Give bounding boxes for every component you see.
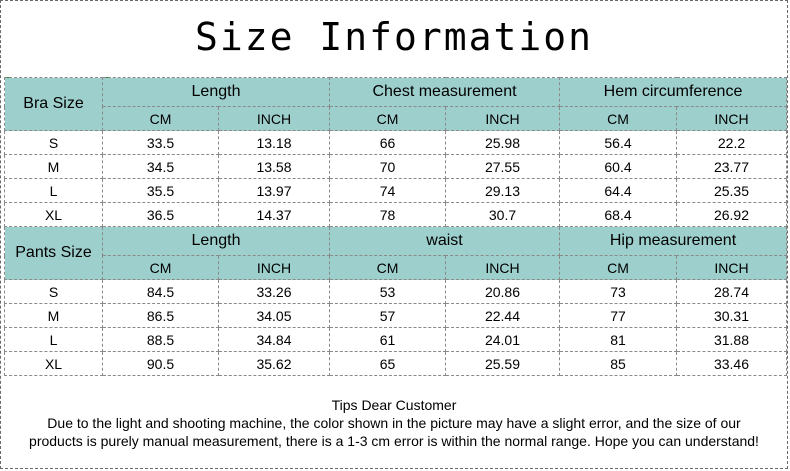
size-cell: M bbox=[5, 304, 103, 328]
unit-header: INCH bbox=[677, 107, 787, 131]
size-table bbox=[4, 77, 787, 376]
table-row bbox=[5, 280, 787, 304]
bra-group-header: Hem circumference bbox=[560, 78, 787, 107]
value-cell: 22.44 bbox=[446, 304, 560, 328]
unit-header: INCH bbox=[219, 256, 330, 280]
unit-header: CM bbox=[330, 256, 446, 280]
unit-header: INCH bbox=[219, 107, 330, 131]
unit-header: INCH bbox=[677, 256, 787, 280]
value-cell: 73 bbox=[560, 280, 677, 304]
value-cell: 36.5 bbox=[103, 203, 219, 227]
value-cell: 34.84 bbox=[219, 328, 330, 352]
table-row bbox=[5, 203, 787, 227]
value-cell: 64.4 bbox=[560, 179, 677, 203]
tips-line: products is purely manual measurement, there is a 1-3 cm error is within the normal range. Hope you can understand! bbox=[29, 433, 759, 449]
page-title: Size Information bbox=[194, 15, 594, 59]
table-row bbox=[5, 304, 787, 328]
unit-header: CM bbox=[103, 107, 219, 131]
size-cell: XL bbox=[5, 203, 103, 227]
value-cell: 35.5 bbox=[103, 179, 219, 203]
value-cell: 13.58 bbox=[219, 155, 330, 179]
value-cell: 81 bbox=[560, 328, 677, 352]
tips-block bbox=[1, 396, 787, 450]
unit-header: INCH bbox=[446, 256, 560, 280]
pants-size-header: Pants Size bbox=[5, 227, 103, 280]
value-cell: 77 bbox=[560, 304, 677, 328]
value-cell: 27.55 bbox=[446, 155, 560, 179]
value-cell: 25.35 bbox=[677, 179, 787, 203]
value-cell: 14.37 bbox=[219, 203, 330, 227]
value-cell: 29.13 bbox=[446, 179, 560, 203]
value-cell: 61 bbox=[330, 328, 446, 352]
unit-header: CM bbox=[560, 256, 677, 280]
bra-group-header: Chest measurement bbox=[330, 78, 560, 107]
size-cell: M bbox=[5, 155, 103, 179]
size-cell: L bbox=[5, 328, 103, 352]
value-cell: 74 bbox=[330, 179, 446, 203]
value-cell: 34.5 bbox=[103, 155, 219, 179]
value-cell: 86.5 bbox=[103, 304, 219, 328]
value-cell: 31.88 bbox=[677, 328, 787, 352]
value-cell: 66 bbox=[330, 131, 446, 155]
value-cell: 23.77 bbox=[677, 155, 787, 179]
value-cell: 35.62 bbox=[219, 352, 330, 376]
unit-header: CM bbox=[103, 256, 219, 280]
value-cell: 56.4 bbox=[560, 131, 677, 155]
value-cell: 90.5 bbox=[103, 352, 219, 376]
unit-header: CM bbox=[560, 107, 677, 131]
value-cell: 28.74 bbox=[677, 280, 787, 304]
value-cell: 65 bbox=[330, 352, 446, 376]
pants-group-header: Hip measurement bbox=[560, 227, 787, 256]
value-cell: 57 bbox=[330, 304, 446, 328]
value-cell: 78 bbox=[330, 203, 446, 227]
table-row bbox=[5, 155, 787, 179]
value-cell: 53 bbox=[330, 280, 446, 304]
table-row bbox=[5, 131, 787, 155]
tips-heading: Tips Dear Customer bbox=[331, 397, 457, 413]
value-cell: 70 bbox=[330, 155, 446, 179]
value-cell: 22.2 bbox=[677, 131, 787, 155]
bra-group-header: Length bbox=[103, 78, 330, 107]
size-cell: S bbox=[5, 280, 103, 304]
value-cell: 30.31 bbox=[677, 304, 787, 328]
value-cell: 25.59 bbox=[446, 352, 560, 376]
unit-header: CM bbox=[330, 107, 446, 131]
table-row bbox=[5, 328, 787, 352]
bra-size-header: Bra Size bbox=[5, 78, 103, 131]
value-cell: 68.4 bbox=[560, 203, 677, 227]
table-row bbox=[5, 179, 787, 203]
value-cell: 33.5 bbox=[103, 131, 219, 155]
value-cell: 30.7 bbox=[446, 203, 560, 227]
pants-group-header: waist bbox=[330, 227, 560, 256]
size-cell: L bbox=[5, 179, 103, 203]
size-cell: S bbox=[5, 131, 103, 155]
value-cell: 85 bbox=[560, 352, 677, 376]
value-cell: 60.4 bbox=[560, 155, 677, 179]
pants-group-header: Length bbox=[103, 227, 330, 256]
value-cell: 25.98 bbox=[446, 131, 560, 155]
value-cell: 88.5 bbox=[103, 328, 219, 352]
value-cell: 26.92 bbox=[677, 203, 787, 227]
value-cell: 20.86 bbox=[446, 280, 560, 304]
tips-line: Due to the light and shooting machine, the color shown in the picture may have a slight error, and the size of our bbox=[47, 415, 741, 431]
value-cell: 84.5 bbox=[103, 280, 219, 304]
value-cell: 34.05 bbox=[219, 304, 330, 328]
value-cell: 33.46 bbox=[677, 352, 787, 376]
value-cell: 24.01 bbox=[446, 328, 560, 352]
value-cell: 33.26 bbox=[219, 280, 330, 304]
size-cell: XL bbox=[5, 352, 103, 376]
unit-header: INCH bbox=[446, 107, 560, 131]
value-cell: 13.18 bbox=[219, 131, 330, 155]
table-row bbox=[5, 352, 787, 376]
value-cell: 13.97 bbox=[219, 179, 330, 203]
